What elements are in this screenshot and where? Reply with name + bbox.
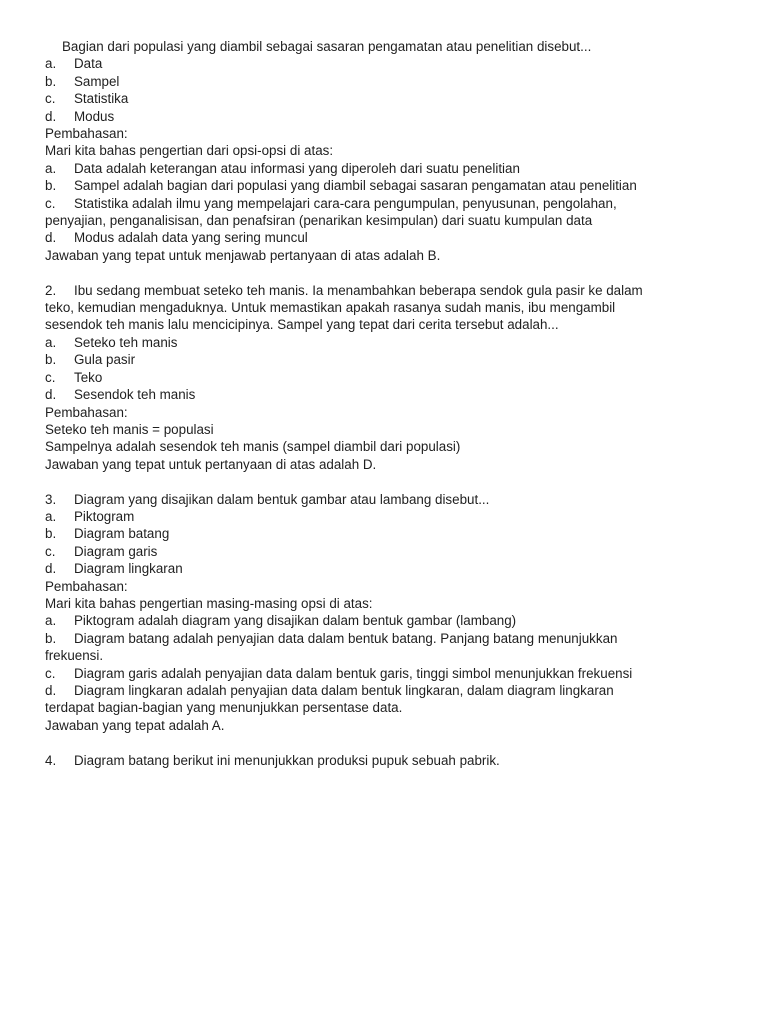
q3-explanation-d-cont: terdapat bagian-bagian yang menunjukkan persentase data. [45,700,403,716]
q1-explanation-b [45,177,735,194]
option-text: Statistika [74,91,129,107]
option-label: d. [45,387,57,403]
q1-intro: Mari kita bahas pengertian dari opsi-opsi di atas: [45,143,334,159]
q3-discussion-heading: Pembahasan: [45,578,128,594]
option-label: c. [45,665,56,681]
option-label: a. [45,56,57,72]
option-label: d. [45,230,57,246]
q3-intro: Mari kita bahas pengertian masing-masing opsi di atas: [45,595,373,611]
spacer [45,473,735,490]
q2-question-line-2: teko, kemudian mengaduknya. Untuk memastikan apakah rasanya sudah manis, ibu mengambil [45,300,616,316]
q2-option-c [45,369,735,386]
question-text: Ibu sedang membuat seteko teh manis. Ia menambahkan beberapa sendok gula pasir ke dalam [74,282,643,298]
q1-option-c [45,90,735,107]
option-label: b. [45,630,57,646]
q2-discussion-line-2: Sampelnya adalah sesendok teh manis (sampel diambil dari populasi) [45,439,461,455]
q2-discussion-line-1: Seteko teh manis = populasi [45,421,214,437]
q1-option-b [45,73,735,90]
q3-option-d [45,560,735,577]
q3-explanation-c [45,665,735,682]
option-label: a. [45,334,57,350]
q1-explanation-a [45,160,735,177]
option-label: b. [45,352,57,368]
q3-explanation-b-cont: frekuensi. [45,648,104,664]
q1-answer: Jawaban yang tepat untuk menjawab pertanyaan di atas adalah B. [45,247,441,263]
option-text: Sesendok teh manis [74,387,196,403]
q2-question-line-3: sesendok teh manis lalu mencicipinya. Sampel yang tepat dari cerita tersebut adalah... [45,317,559,333]
question-number: 2. [45,282,57,298]
q1-discussion-heading: Pembahasan: [45,126,128,142]
option-text: Diagram batang [74,526,170,542]
q1-explanation-d [45,229,735,246]
option-text: Piktogram [74,508,135,524]
explanation-text: Modus adalah data yang sering muncul [74,230,308,246]
q1-option-a [45,55,735,72]
q4-question [45,752,735,769]
option-label: d. [45,683,57,698]
option-label: b. [45,73,57,89]
option-label: a. [45,508,57,524]
q3-answer: Jawaban yang tepat adalah A. [45,717,225,733]
option-text: Data [74,56,103,72]
option-text: Teko [74,369,103,385]
option-label: b. [45,178,57,194]
q2-discussion-heading: Pembahasan: [45,404,128,420]
document-body [45,38,735,769]
option-label: a. [45,613,57,629]
explanation-text: Sampel adalah bagian dari populasi yang diambil sebagai sasaran pengamatan atau penelitian [74,178,637,194]
q3-explanation-b [45,630,735,647]
q2-question-line-1 [45,282,735,299]
q2-option-b [45,351,735,368]
option-label: d. [45,108,57,124]
explanation-text: Diagram batang adalah penyajian data dalam bentuk batang. Panjang batang menunjukkan [74,630,618,646]
option-label: c. [45,543,56,559]
option-text: Diagram garis [74,543,158,559]
explanation-text: Piktogram adalah diagram yang disajikan dalam bentuk gambar (lambang) [74,613,517,629]
q2-option-a [45,334,735,351]
option-text: Gula pasir [74,352,136,368]
option-label: d. [45,561,57,577]
q3-question [45,491,735,508]
question-text: Diagram yang disajikan dalam bentuk gambar atau lambang disebut... [74,491,490,507]
q1-explanation-c [45,195,735,212]
q3-explanation-a [45,612,735,629]
q1-option-d [45,108,735,125]
option-text: Diagram lingkaran [74,561,183,577]
option-text: Modus [74,108,115,124]
q3-option-c [45,543,735,560]
question-text: Diagram batang berikut ini menunjukkan produksi pupuk sebuah pabrik. [74,752,500,768]
q1-explanation-c-cont: penyajian, penganalisisan, dan penafsiran (penarikan kesimpulan) dari suatu kumpulan data [45,213,593,229]
spacer [45,734,735,751]
explanation-text: Statistika adalah ilmu yang mempelajari cara-cara pengumpulan, penyusunan, pengolahan, [74,195,617,211]
option-label: a. [45,160,57,176]
q3-option-a [45,508,735,525]
question-number: 4. [45,752,57,768]
q2-option-d [45,386,735,403]
q2-answer: Jawaban yang tepat untuk pertanyaan di atas adalah D. [45,456,377,472]
option-label: c. [45,195,56,211]
q3-explanation-d [45,682,735,699]
question-number: 3. [45,491,57,507]
spacer [45,264,735,281]
q3-option-b [45,525,735,542]
explanation-text: Data adalah keterangan atau informasi yang diperoleh dari suatu penelitian [74,160,520,176]
option-label: b. [45,526,57,542]
q1-question: Bagian dari populasi yang diambil sebagai sasaran pengamatan atau penelitian disebut... [62,39,592,54]
option-label: c. [45,369,56,385]
explanation-text: Diagram garis adalah penyajian data dalam bentuk garis, tinggi simbol menunjukkan frekuensi [74,665,633,681]
explanation-text: Diagram lingkaran adalah penyajian data dalam bentuk lingkaran, dalam diagram lingkaran [74,683,614,698]
option-text: Sampel [74,73,120,89]
option-label: c. [45,91,56,107]
option-text: Seteko teh manis [74,334,178,350]
